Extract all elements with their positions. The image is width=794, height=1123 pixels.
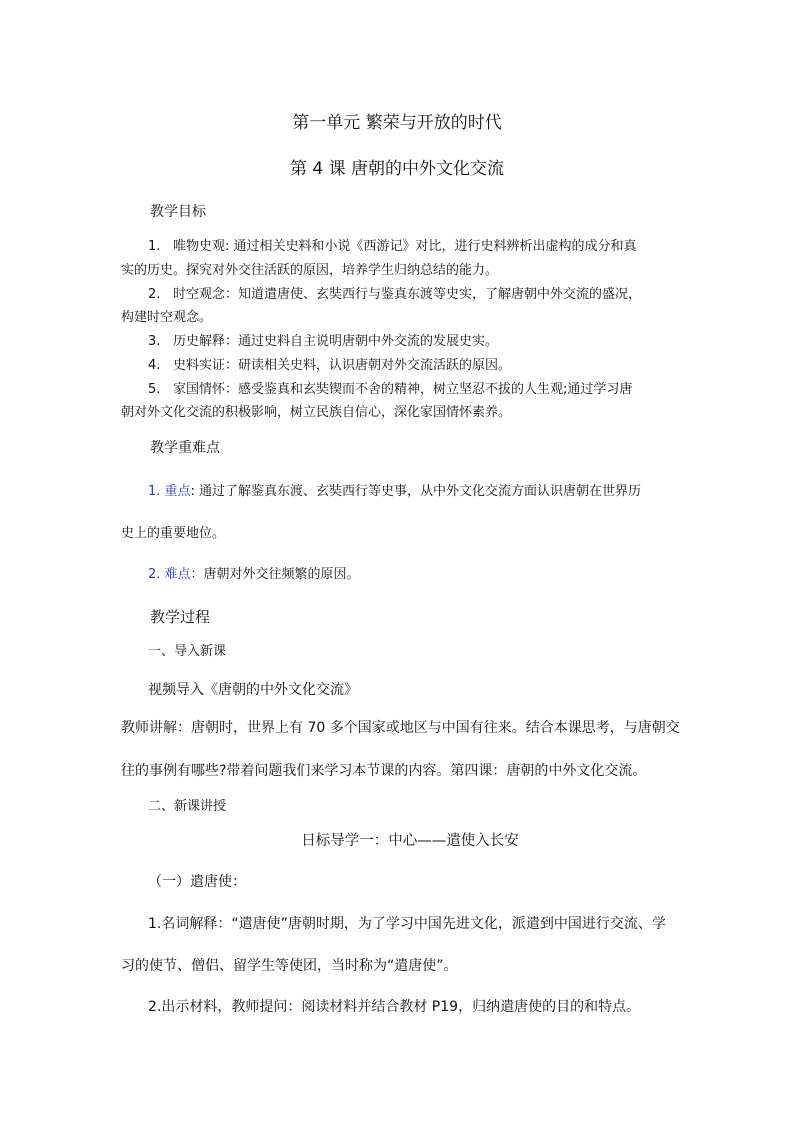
objective-number: 4. xyxy=(148,358,161,373)
section-1-heading: 一、导入新课 xyxy=(148,644,227,659)
objective-item-3 xyxy=(148,334,498,350)
objective-number: 3. xyxy=(148,334,161,349)
objective-text: 家国情怀：感受鉴真和玄奘锲而不舍的精神，树立坚忍不拔的人生观;通过学习唐 xyxy=(173,382,633,397)
objective-item-2-cont: 构建时空观念。 xyxy=(121,310,213,325)
objective-text: 历史解释：通过史料自主说明唐朝中外交流的发展史实。 xyxy=(173,334,499,349)
objective-item-1-cont: 实的历史。探究对外交往活跃的原因，培养学生归纳总结的能力。 xyxy=(121,263,499,278)
difficult-point xyxy=(148,567,360,583)
teacher-explanation-cont: 往的事例有哪些?带着问题我们来学习本节课的内容。第四课：唐朝的中外文化交流。 xyxy=(121,763,647,779)
definition-line-cont: 习的使节、僧侣、留学生等使团，当时称为“遣唐使”。 xyxy=(121,958,458,974)
definition-line: 1.名词解释：“遣唐使”唐朝时期，为了学习中国先进文化，派遣到中国进行交流、学 xyxy=(148,916,666,932)
key-point-text: : 通过了解鉴真东渡、玄奘西行等史事，从中外文化交流方面认识唐朝在世界历 xyxy=(190,484,642,499)
process-heading: 教学过程 xyxy=(150,608,211,626)
objective-item-5-cont: 朝对外文化交流的积极影响，树立民族自信心，深化家国情怀素养。 xyxy=(121,405,512,420)
key-point xyxy=(148,484,641,500)
objective-item-5 xyxy=(148,382,632,398)
objective-number: 2. xyxy=(148,287,161,302)
objective-item-1 xyxy=(148,239,637,255)
keypoints-heading: 教学重难点 xyxy=(150,440,220,456)
intro-video-line: 视频导入《唐朝的中外文化交流》 xyxy=(148,682,358,698)
material-line: 2.出示材料，教师提问：阅读材料并结合教材 P19，归纳遣唐使的目的和特点。 xyxy=(148,999,641,1015)
objective-number: 5. xyxy=(148,382,161,397)
objectives-heading: 教学目标 xyxy=(150,204,206,220)
unit-title: 第一单元 繁荣与开放的时代 xyxy=(292,113,502,133)
key-point-cont: 史上的重要地位。 xyxy=(121,526,226,541)
difficult-point-label: 2. 难点 xyxy=(148,567,191,582)
objective-number: 1. xyxy=(148,239,161,254)
objective-text: 史料实证：研读相关史料，认识唐朝对外交流活跃的原因。 xyxy=(173,358,512,373)
section-2-heading: 二、新课讲授 xyxy=(148,799,227,814)
lesson-title: 第 4 课 唐朝的中外文化交流 xyxy=(289,159,505,179)
objective-item-2 xyxy=(148,287,641,303)
objective-text: 时空观念：知道遣唐使、玄奘西行与鉴真东渡等史实，了解唐朝中外交流的盛况， xyxy=(173,287,642,302)
objective-text: 唯物史观: 通过相关史料和小说《西游记》对比，进行史料辨析出虚构的成分和真 xyxy=(173,239,637,254)
objective-item-4 xyxy=(148,358,511,374)
difficult-point-text: ：唐朝对外交往频繁的原因。 xyxy=(190,567,360,582)
goal-1-title: 日标导学一：中心——遣使入长安 xyxy=(301,833,519,849)
subsection-1-heading: （一）遣唐使： xyxy=(148,874,246,890)
key-point-label: 1. 重点 xyxy=(148,484,191,499)
teacher-explanation: 教师讲解：唐朝时，世界上有 70 多个国家或地区与中国有往来。结合本课思考，与唐朝交 xyxy=(121,720,680,736)
